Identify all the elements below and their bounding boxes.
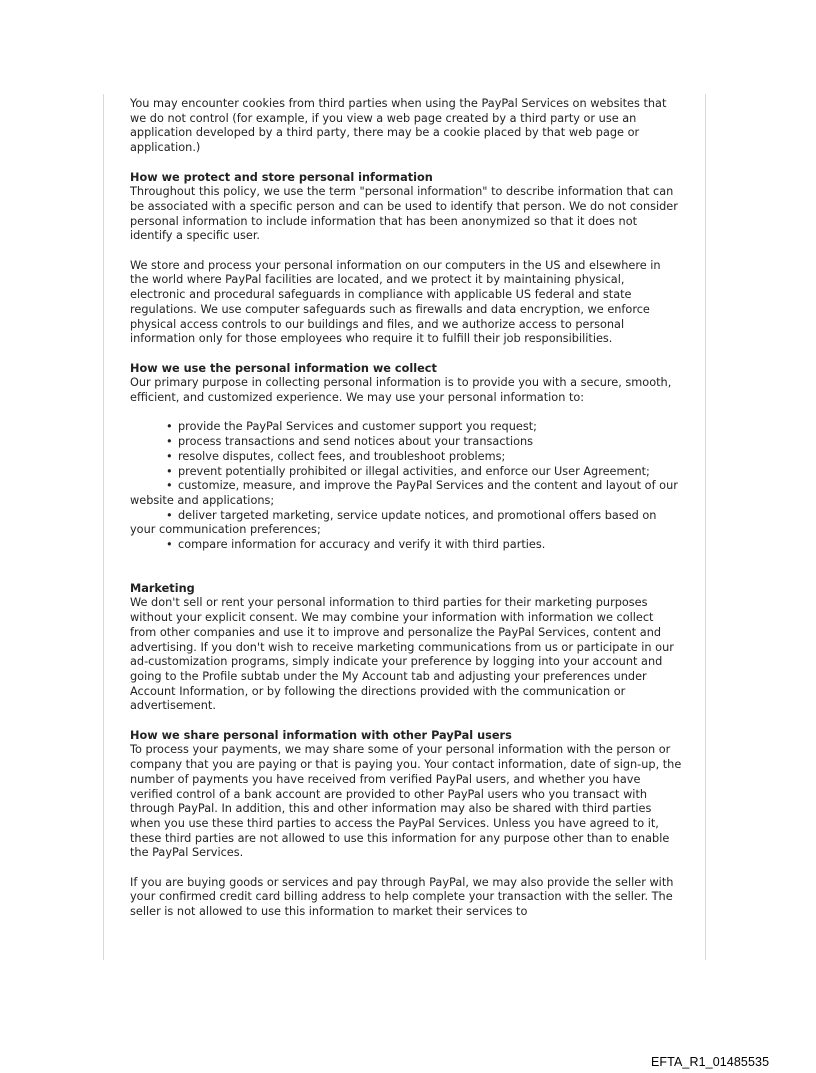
list-item: • compare information for accuracy and verify it with third parties. [130, 538, 682, 553]
list-item: • prevent potentially prohibited or illegal activities, and enforce our User Agreement; [130, 465, 682, 480]
marketing-paragraph: We don't sell or rent your personal information to third parties for their marketing purposes without your explicit consent. We may combine your information with information we collect from other companies and use it to improve and personalize the PayPal Services, content and advertising. If you don't wish to receive marketing communications from us or participate in our ad-customization programs, simply indicate your preference by logging into your account and going to the Profile subtab under the My Account tab and adjusting your preferences under Account Information, or by following the directions provided with the communication or advertisement. [130, 596, 674, 713]
share-paragraph-1: To process your payments, we may share some of your personal information with the person or company that you are paying or that is paying you. Your contact information, date of sign-up, the number of payments you have received from verified PayPal users, and whether you have verified control of a bank account are provided to other PayPal users who you transact with through PayPal. In addition, this and other information may also be shared with third parties when you use these third parties to access the PayPal Services. Unless you have agreed to it, these third parties are not allowed to use this information for any purpose other than to enable the PayPal Services. [130, 743, 682, 860]
list-item: • customize, measure, and improve the PayPal Services and the content and layout of our website and applications; [130, 479, 682, 508]
document-id-footer: EFTA_R1_01485535 [651, 1055, 770, 1069]
use-heading: How we use the personal information we collect [130, 361, 437, 375]
intro-paragraph: You may encounter cookies from third parties when using the PayPal Services on websites that we do not control (for example, if you view a web page created by a third party or use an application developed by a third party, there may be a cookie placed by that web page or application.) [130, 97, 667, 155]
list-item: • provide the PayPal Services and customer support you request; [130, 420, 682, 435]
share-paragraph-2: If you are buying goods or services and pay through PayPal, we may also provide the seller with your confirmed credit card billing address to help complete your transaction with the seller. The seller is not allowed to use this information to market their services to [130, 875, 674, 919]
use-list [130, 420, 682, 552]
list-item: • process transactions and send notices about your transactions [130, 435, 682, 450]
list-item: • resolve disputes, collect fees, and troubleshoot problems; [130, 450, 682, 465]
share-heading: How we share personal information with other PayPal users [130, 728, 512, 742]
policy-content [130, 97, 682, 920]
use-paragraph-1: Our primary purpose in collecting personal information is to provide you with a secure, smooth, efficient, and customized experience. We may use your personal information to: [130, 376, 672, 405]
protect-heading: How we protect and store personal information [130, 170, 433, 184]
protect-paragraph-1: Throughout this policy, we use the term "personal information" to describe information that can be associated with a specific person and can be used to identify that person. We do not consider personal information to include information that has been anonymized so that it does not identify a specific user. [130, 185, 678, 243]
marketing-heading: Marketing [130, 581, 195, 595]
protect-paragraph-2: We store and process your personal information on our computers in the US and elsewhere in the world where PayPal facilities are located, and we protect it by maintaining physical, electronic and procedural safeguards in compliance with applicable US federal and state regulations. We use computer safeguards such as firewalls and data encryption, we enforce physical access controls to our buildings and files, and we authorize access to personal information only for those employees who require it to fulfill their job responsibilities. [130, 258, 661, 346]
list-item: • deliver targeted marketing, service update notices, and promotional offers based on your communication preferences; [130, 509, 682, 538]
